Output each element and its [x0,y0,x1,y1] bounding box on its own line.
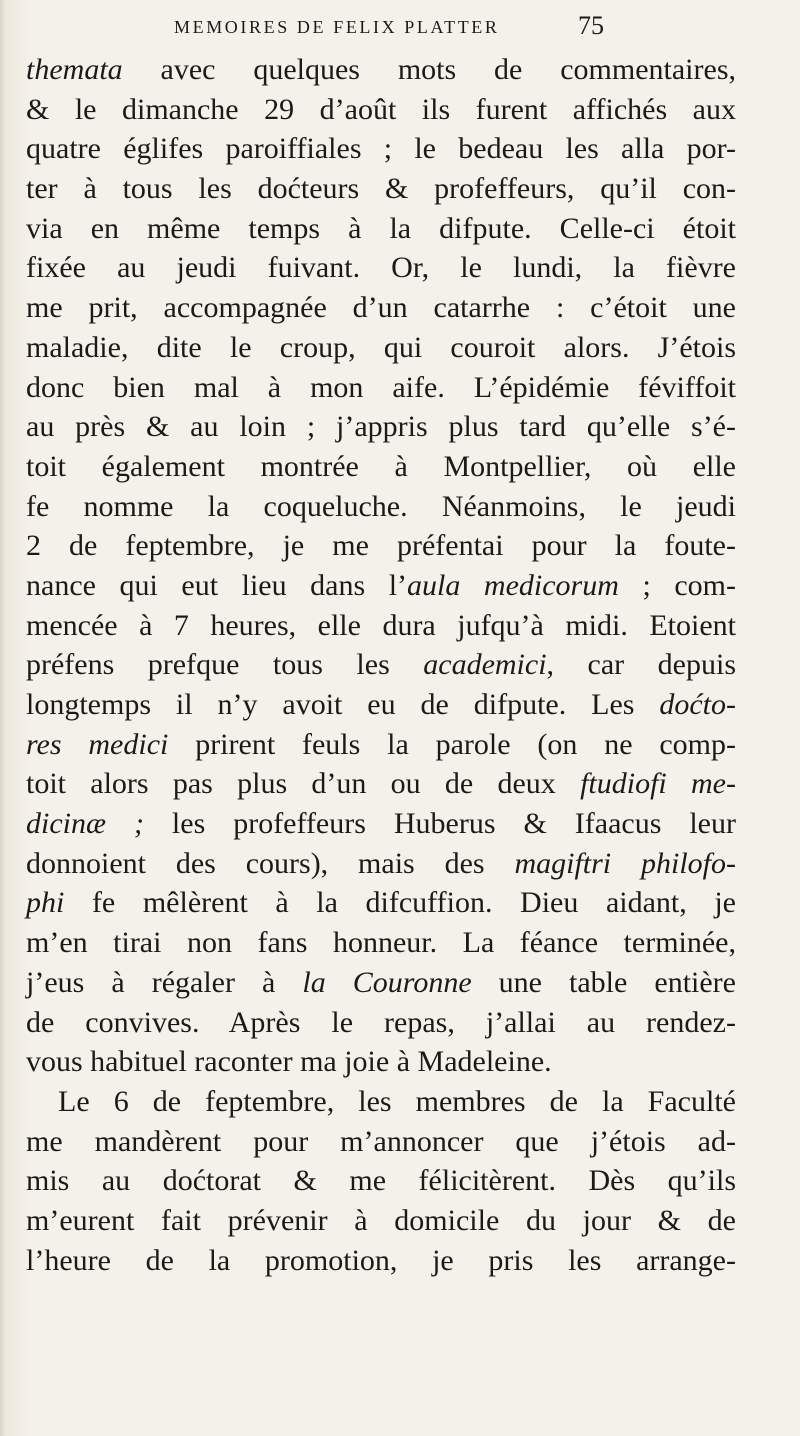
text-run: me mandèrent pour m’annoncer que j’étois ad- [26,1124,736,1158]
text-line [26,844,736,884]
text-run: & le dimanche 29 d’août ils furent affichés aux [26,92,736,126]
italic-text: res medici [26,727,169,761]
text-line [26,526,736,566]
text-run: fixée au jeudi fuivant. Or, le lundi, la fièvre [26,251,736,285]
text-run: de convives. Après le repas, j’allai au rendez- [26,1005,736,1039]
text-line [26,288,736,328]
text-line [26,50,736,90]
text-line [26,963,736,1003]
running-head: MEMOIRES DE FELIX PLATTER [174,17,500,37]
text-line [26,209,736,249]
text-line [26,1161,736,1201]
italic-text: magiftri philofo- [514,846,736,880]
text-run: j’eus à régaler à [26,965,303,999]
text-line [26,1082,736,1122]
text-line [26,368,736,408]
text-run: donc bien mal à mon aife. L’épidémie féviffoit [26,370,736,404]
text-line [26,804,736,844]
text-line [26,725,736,765]
text-line [26,129,736,169]
text-run: prirent feuls la parole (on ne comp- [168,727,736,761]
text-line [26,169,736,209]
text-run: toit également montrée à Montpellier, où elle [26,449,736,483]
text-run: Le 6 de feptembre, les membres de la Faculté [58,1084,736,1118]
italic-text: ftudiofi me- [580,767,736,801]
italic-text: phi [26,886,65,920]
text-run: toit alors pas plus d’un ou de deux [26,767,581,801]
text-run: mis au doćtorat & me félicitèrent. Dès qu’ils [26,1164,736,1198]
gutter-shadow [0,0,6,1436]
text-line [26,447,736,487]
text-line [26,248,736,288]
text-run: fe mêlèrent à la difcuffion. Dieu aidant, je [64,886,736,920]
text-run: fe nomme la coqueluche. Néanmoins, le jeudi [26,489,736,523]
text-run: m’eurent fait prévenir à domicile du jour & de [26,1203,736,1237]
text-line [26,1201,736,1241]
text-line [26,606,736,646]
text-line [26,1241,736,1281]
italic-text: doćto- [659,688,736,721]
text-run: une table entière [471,965,736,999]
text-run: mencée à 7 heures, elle dura jufqu’à midi. Etoient [26,608,736,642]
italic-text: themata [26,53,123,86]
text-run: avec quelques mots de commentaires, [122,53,736,86]
text-line [26,764,736,804]
text-line [26,328,736,368]
text-line [26,1003,736,1043]
italic-text: dicinæ ; [26,807,144,841]
text-run: me prit, accompagnée d’un catarrhe : c’étoit une [26,291,736,325]
text-run: préfens prefque tous les [26,648,424,682]
text-run: m’en tirai non fans honneur. La féance terminée, [26,926,736,960]
text-line [26,566,736,606]
text-line [26,1042,736,1082]
text-line [26,487,736,527]
italic-text: la Couronne [302,965,472,999]
text-line [26,1122,736,1162]
text-run: nance qui eut lieu dans l’ [26,568,408,602]
text-line [26,685,736,725]
text-line [26,883,736,923]
text-run: quatre églifes paroiffiales ; le bedeau les alla por- [26,132,736,166]
text-line [26,90,736,130]
text-run: au près & au loin ; j’appris plus tard qu’elle s’é- [26,410,736,444]
body-text [26,50,736,1370]
text-line [26,645,736,685]
italic-text: aula medicorum [407,568,619,602]
text-run: ter à tous les doćteurs & profeffeurs, qu’il con- [26,172,736,206]
text-line [26,923,736,963]
text-run: , car depuis [546,648,737,682]
text-run: l’heure de la promotion, je pris les arrange- [26,1243,736,1277]
text-run: ; com- [618,568,736,602]
text-run: via en même temps à la difpute. Celle-ci étoit [26,211,736,245]
text-run: vous habituel raconter ma joie à Madeleine. [26,1045,552,1079]
text-run: maladie, dite le croup, qui couroit alors. J’étois [26,330,736,364]
text-run: donnoient des cours), mais des [26,846,515,880]
page-number: 75 [578,11,604,40]
text-run: longtemps il n’y avoit eu de difpute. Les [26,688,660,721]
italic-text: academici [423,648,547,682]
text-run: 2 de feptembre, je me préfentai pour la foute- [26,529,736,563]
text-run: les profeffeurs Huberus & Ifaacus leur [143,807,736,841]
text-line [26,407,736,447]
